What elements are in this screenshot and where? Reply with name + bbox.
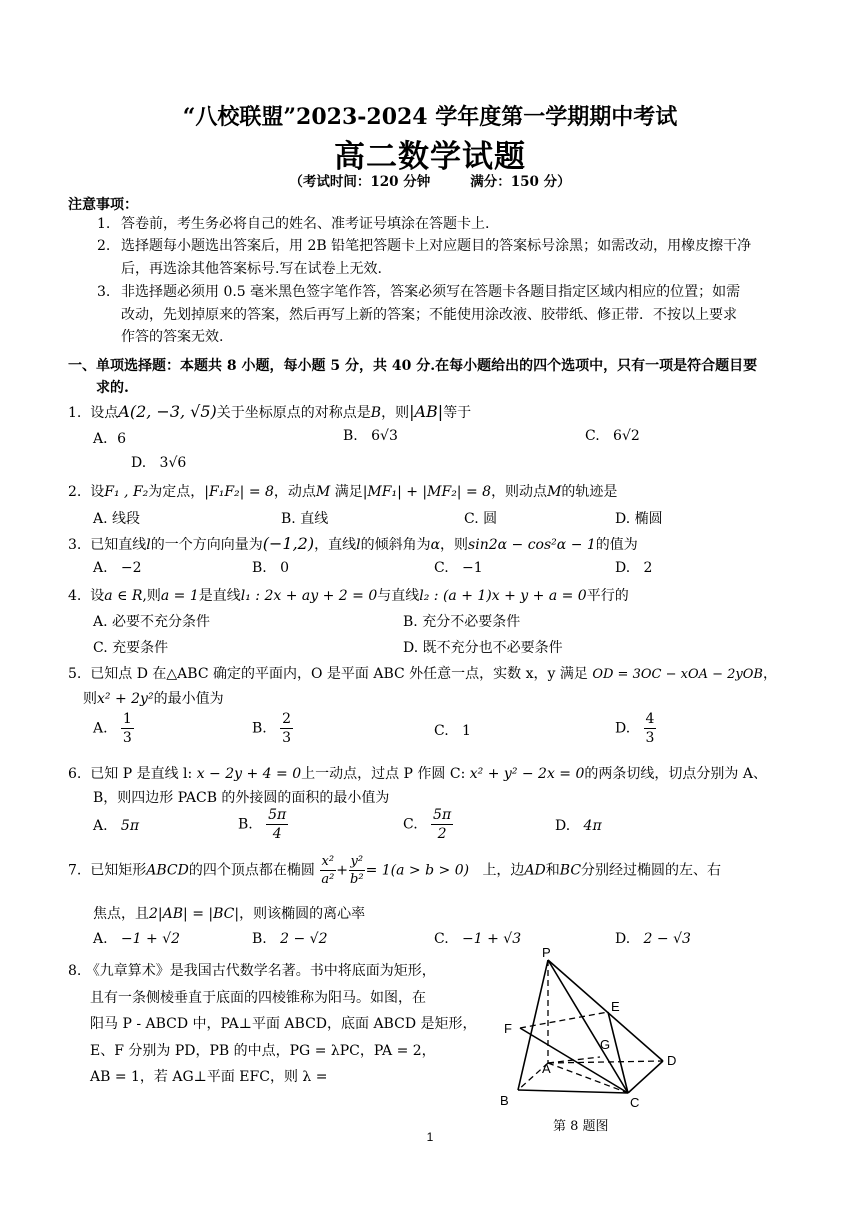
q7-option-b bbox=[252, 931, 327, 947]
notice-line: 答卷前，考生务必将自己的姓名、准考证号填涂在答题卡上. bbox=[121, 216, 490, 232]
math-expr: AD bbox=[524, 862, 546, 879]
option-letter: C. bbox=[403, 816, 418, 833]
q2-option-c: C. 圆 bbox=[464, 511, 498, 527]
pyramid-figure bbox=[490, 945, 690, 1115]
math-expr: ABCD bbox=[146, 862, 189, 879]
question-text: ，则动点 bbox=[491, 484, 548, 500]
option-value: −1 + √3 bbox=[462, 931, 522, 947]
edge-ec bbox=[608, 1012, 628, 1093]
math-expr: x² + 2y² bbox=[97, 691, 154, 707]
math-expr: l₁ : 2x + ay + 2 = 0 bbox=[240, 588, 378, 604]
math-expr: M bbox=[315, 484, 331, 500]
q1-option-c bbox=[585, 428, 640, 444]
question-text: 上，边 bbox=[482, 862, 525, 879]
frac-num: x² bbox=[321, 854, 335, 869]
q2-option-b: B. 直线 bbox=[281, 511, 329, 527]
notice-num: 3. bbox=[97, 284, 111, 300]
question-7 bbox=[68, 855, 808, 886]
option-letter: D. bbox=[615, 720, 631, 737]
option-letter: C. bbox=[434, 723, 449, 739]
q6-option-c bbox=[403, 808, 453, 841]
notice-line: 非选择题必须用 0.5 毫米黑色签字笔作答，答案必须写在答题卡各题目指定区域内相应的位置；如需 bbox=[121, 284, 741, 300]
question-text: 的两条切线，切点分别为 A、 bbox=[584, 766, 767, 782]
math-expr: x − 2y + 4 = 0 bbox=[196, 766, 302, 782]
question-6-line2: B，则四边形 PACB 的外接圆的面积的最小值为 bbox=[93, 790, 390, 806]
math-expr: x² + y² − 2x = 0 bbox=[469, 766, 585, 782]
option-value: 2 bbox=[643, 560, 653, 576]
question-text: 焦点，且 bbox=[93, 906, 149, 922]
q5-option-d bbox=[615, 712, 656, 745]
option-letter: A. bbox=[93, 560, 108, 576]
question-5-line2 bbox=[83, 688, 224, 710]
question-text: 等于 bbox=[443, 405, 472, 421]
frac-num: 4 bbox=[645, 711, 655, 727]
math-expr: l bbox=[146, 537, 151, 553]
label-f: F bbox=[504, 1021, 512, 1036]
question-7-line2 bbox=[93, 903, 365, 925]
fraction bbox=[431, 808, 453, 841]
question-text: 关于坐标原点的对称点是 bbox=[216, 405, 371, 421]
option-letter: B. bbox=[252, 931, 267, 947]
frac-num: y² bbox=[350, 854, 364, 869]
q4-option-b: B. 充分不必要条件 bbox=[403, 614, 521, 630]
math-expr: BC bbox=[559, 862, 582, 879]
question-4 bbox=[68, 585, 808, 607]
question-text: 《九章算术》是我国古代数学名著。书中将底面为矩形， bbox=[85, 963, 436, 979]
figure-caption: 第 8 题图 bbox=[553, 1119, 609, 1134]
label-g: G bbox=[600, 1037, 611, 1052]
label-b: B bbox=[500, 1093, 509, 1108]
option-value: 0 bbox=[280, 560, 290, 576]
option-letter: B. bbox=[343, 428, 358, 444]
fraction bbox=[348, 855, 366, 886]
label-c: C bbox=[630, 1095, 640, 1110]
option-value: 2 − √3 bbox=[643, 931, 691, 947]
question-text: 为定点， bbox=[148, 484, 205, 500]
question-text: 已知矩形 bbox=[90, 862, 147, 879]
math-expr: B bbox=[370, 405, 382, 421]
option-letter: B. bbox=[252, 560, 267, 576]
question-5: 5. 已知点 D 在△ABC 确定的平面内，O 是平面 ABC 外任意一点，实数 x，y 满足 OD = 3OC − xOA − 2yOB， bbox=[68, 666, 777, 682]
question-text: 的轨迹是 bbox=[561, 484, 618, 500]
q5-option-a bbox=[93, 712, 134, 745]
question-text: 是直线 bbox=[198, 588, 241, 604]
exam-title: “八校联盟”2023-2024 学年度第一学期期中考试 bbox=[182, 104, 678, 130]
q3-option-a bbox=[93, 560, 142, 576]
q6-option-b bbox=[238, 808, 288, 841]
option-value: 4π bbox=[583, 818, 602, 834]
option-value: 6√3 bbox=[371, 428, 398, 444]
notice-line: 选择题每小题选出答案后，用 2B 铅笔把答题卡上对应题目的答案标号涂黑；如需改动，用橡皮擦干净 bbox=[121, 238, 752, 254]
q3-option-c bbox=[434, 560, 483, 576]
exam-time: （考试时间：120 分钟 bbox=[289, 174, 431, 190]
question-1 bbox=[68, 401, 798, 424]
math-expr: |MF₁| + |MF₂| = 8 bbox=[362, 484, 492, 500]
edge-fe bbox=[520, 1012, 608, 1028]
question-number: 3. bbox=[68, 537, 82, 553]
option-value: 6√2 bbox=[613, 428, 640, 444]
option-value: 5π bbox=[120, 818, 140, 834]
exam-subtitle: 高二数学试题 bbox=[334, 139, 526, 175]
q5-option-b bbox=[252, 712, 293, 745]
label-e: E bbox=[611, 999, 620, 1014]
math-expr: OD = 3OC − xOA − 2yOB bbox=[592, 667, 763, 682]
question-text: 阳马 P - ABCD 中，PA⊥平面 ABCD，底面 ABCD 是矩形， bbox=[90, 1016, 477, 1032]
notice-item-2 bbox=[97, 235, 802, 280]
question-3 bbox=[68, 533, 798, 556]
option-letter: C. bbox=[434, 560, 449, 576]
question-8 bbox=[68, 958, 478, 1091]
fraction bbox=[121, 712, 134, 745]
frac-den: 2 bbox=[437, 826, 447, 842]
fraction bbox=[319, 855, 336, 886]
q6-option-d bbox=[555, 818, 602, 834]
frac-den: 3 bbox=[645, 730, 655, 746]
question-number: 4. bbox=[68, 588, 82, 604]
q3-option-b bbox=[252, 560, 289, 576]
question-number: 7. bbox=[68, 862, 82, 879]
option-letter: D. bbox=[131, 455, 147, 471]
question-text: ,则 bbox=[142, 588, 161, 604]
option-letter: B. bbox=[238, 816, 253, 833]
fraction bbox=[280, 712, 293, 745]
q3-option-d bbox=[615, 560, 652, 576]
q1-option-a: A．6 bbox=[93, 431, 127, 447]
question-number: 8. bbox=[68, 963, 82, 979]
question-text: ，直线 bbox=[314, 537, 357, 553]
label-a: A bbox=[542, 1061, 551, 1076]
math-expr: A(2, −3, √5) bbox=[118, 402, 217, 421]
question-text: 平行的 bbox=[586, 588, 629, 604]
question-text: 的四个顶点都在椭圆 bbox=[188, 862, 315, 879]
option-value: −1 + √2 bbox=[120, 931, 181, 947]
question-text: ，则该椭圆的离心率 bbox=[239, 906, 366, 922]
question-text: 满足 bbox=[334, 484, 363, 500]
question-text: 的一个方向向量为 bbox=[150, 537, 263, 553]
frac-den: 3 bbox=[122, 730, 132, 746]
math-expr: l bbox=[356, 537, 361, 553]
question-text: 已知直线 bbox=[90, 537, 147, 553]
frac-num: 1 bbox=[122, 711, 132, 727]
label-p: P bbox=[542, 945, 551, 960]
math-expr: |AB| bbox=[409, 402, 444, 421]
question-2 bbox=[68, 481, 798, 503]
question-number: 1. bbox=[68, 405, 82, 421]
math-expr: = 1(a > b > 0) bbox=[365, 862, 470, 879]
section-line: 求的. bbox=[96, 380, 129, 396]
option-value: 3√6 bbox=[159, 455, 187, 471]
label-d: D bbox=[667, 1053, 677, 1068]
question-text: ，则 bbox=[440, 537, 469, 553]
math-expr: F₁ , F₂ bbox=[104, 484, 149, 500]
option-letter: D. bbox=[615, 931, 631, 947]
math-expr: a ∈ R bbox=[104, 588, 143, 604]
edge-cd bbox=[628, 1061, 663, 1093]
option-letter: C. bbox=[434, 931, 449, 947]
option-value: 1 bbox=[462, 723, 471, 739]
option-letter: B. bbox=[252, 720, 267, 737]
math-expr: + bbox=[336, 862, 349, 879]
math-expr: 2|AB| = |BC| bbox=[149, 906, 240, 922]
q1-option-b bbox=[343, 428, 398, 444]
q6-option-a bbox=[93, 818, 139, 834]
option-letter: A. bbox=[93, 818, 108, 834]
fraction bbox=[644, 712, 657, 745]
question-text: 已知点 D 在△ABC 确定的平面内，O 是平面 ABC 外任意一点，实数 x，y 满足 bbox=[90, 666, 588, 682]
question-text: 分别经过椭圆的左、右 bbox=[581, 862, 722, 879]
math-expr: l₂ : (a + 1)x + y + a = 0 bbox=[419, 588, 587, 604]
question-text: 与直线 bbox=[377, 588, 420, 604]
q7-option-a bbox=[93, 931, 180, 947]
question-text: 上一动点，过点 P 作圆 C: bbox=[301, 766, 466, 782]
section-heading bbox=[68, 355, 798, 399]
notice-item-1 bbox=[97, 213, 797, 236]
option-value: −1 bbox=[462, 560, 483, 576]
question-text: 的最小值为 bbox=[153, 691, 224, 707]
q4-option-d: D. 既不充分也不必要条件 bbox=[403, 640, 563, 656]
q2-option-d: D. 椭圆 bbox=[615, 511, 663, 527]
question-text: 设点 bbox=[90, 405, 119, 421]
question-6 bbox=[68, 763, 808, 785]
question-text: 则 bbox=[83, 691, 97, 707]
question-text: 的值为 bbox=[595, 537, 638, 553]
exam-info bbox=[0, 170, 860, 190]
frac-den: 4 bbox=[272, 826, 282, 842]
math-expr: a = 1 bbox=[160, 588, 199, 604]
frac-num: 5π bbox=[433, 807, 452, 823]
edge-fc bbox=[520, 1028, 628, 1093]
math-expr: sin2α − cos²α − 1 bbox=[468, 537, 596, 553]
q5-option-c bbox=[434, 723, 471, 739]
edge-ad bbox=[548, 1061, 663, 1063]
q2-option-a: A. 线段 bbox=[93, 511, 141, 527]
exam-score: 满分：150 分） bbox=[470, 174, 571, 190]
notice-line: 后，再选涂其他答案标号.写在试卷上无效. bbox=[121, 260, 382, 277]
page-number: 1 bbox=[426, 1130, 434, 1144]
frac-den: 3 bbox=[282, 730, 292, 746]
edge-ac bbox=[548, 1063, 628, 1093]
math-expr: (−1,2) bbox=[262, 534, 315, 553]
edge-bc bbox=[518, 1090, 628, 1093]
notice-title: 注意事项： bbox=[68, 197, 138, 213]
edge-pc bbox=[548, 960, 628, 1093]
option-letter: D. bbox=[555, 818, 571, 834]
option-value: −2 bbox=[120, 560, 142, 576]
q1-option-d bbox=[131, 455, 186, 471]
notice-num: 1. bbox=[97, 216, 111, 232]
question-number: 6. bbox=[68, 766, 82, 782]
frac-num: 5π bbox=[268, 807, 287, 823]
frac-den: a² bbox=[321, 872, 335, 887]
notice-num: 2. bbox=[97, 238, 111, 254]
q4-option-c: C. 充要条件 bbox=[93, 640, 169, 656]
fraction bbox=[266, 808, 288, 841]
frac-num: 2 bbox=[282, 711, 292, 727]
question-text: 设 bbox=[90, 588, 105, 604]
q4-option-a: A. 必要不充分条件 bbox=[93, 614, 211, 630]
math-expr: |F₁F₂| = 8 bbox=[204, 484, 274, 500]
question-text: 且有一条侧棱垂直于底面的四棱锥称为阳马。如图，在 bbox=[90, 989, 426, 1006]
question-number: 5. bbox=[68, 666, 82, 682]
question-text: 已知 P 是直线 l: bbox=[90, 766, 193, 782]
notice-item-3 bbox=[97, 281, 802, 349]
math-expr: α bbox=[430, 537, 441, 553]
question-number: 2. bbox=[68, 484, 82, 500]
frac-den: b² bbox=[350, 872, 364, 887]
question-text: 和 bbox=[545, 862, 560, 879]
option-value: 2 − √2 bbox=[280, 931, 328, 947]
option-letter: A. bbox=[93, 720, 108, 737]
section-line: 一、单项选择题：本题共 8 小题，每小题 5 分，共 40 分.在每小题给出的四个选项中，只有一项是符合题目要 bbox=[68, 358, 758, 374]
option-letter: A. bbox=[93, 931, 108, 947]
notice-line: 作答的答案无效. bbox=[121, 329, 224, 345]
question-text: 的倾斜角为 bbox=[360, 537, 431, 553]
option-letter: D. bbox=[615, 560, 631, 576]
question-text: ，动点 bbox=[273, 484, 316, 500]
option-letter: C. bbox=[585, 428, 600, 444]
question-text: 设 bbox=[90, 484, 105, 500]
question-text: AB = 1，若 AG⊥平面 EFC，则 λ = bbox=[90, 1069, 328, 1085]
question-text: E、F 分别为 PD，PB 的中点，PG = λPC，PA = 2， bbox=[90, 1042, 436, 1059]
notice-line: 改动，先划掉原来的答案，然后再写上新的答案；不能使用涂改液、胶带纸、修正带．不按以上要求 bbox=[121, 306, 737, 323]
math-expr: M bbox=[547, 484, 562, 500]
question-text: ，则 bbox=[381, 405, 410, 421]
